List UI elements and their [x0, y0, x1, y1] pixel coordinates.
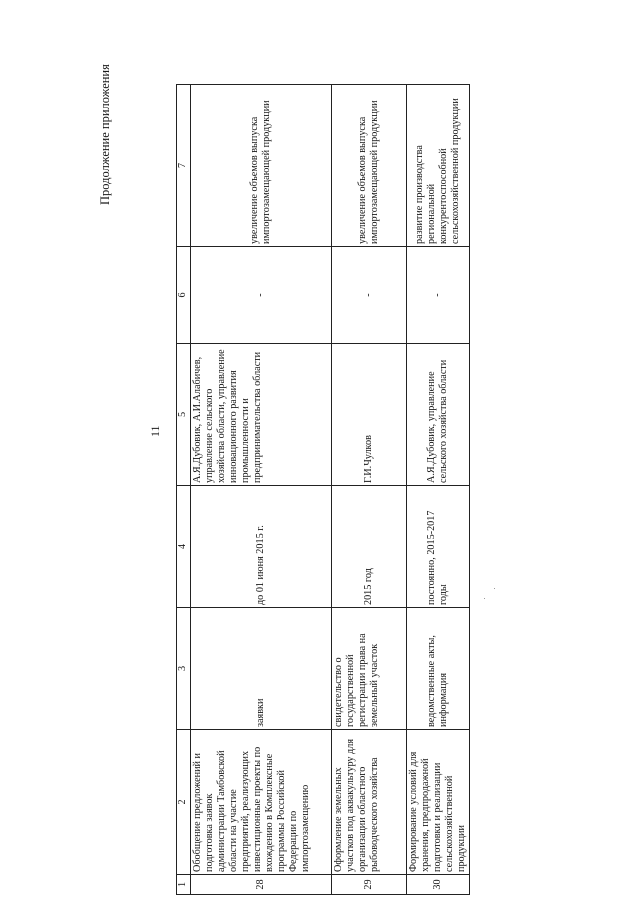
deadline-cell: постоянно, 2015-2017 годы: [407, 486, 470, 608]
table-row: [332, 85, 407, 895]
result-cell: ведомственные акты, информация: [407, 608, 470, 730]
column-number: 1: [177, 875, 191, 895]
column-number-row: [177, 85, 191, 895]
column-number: 6: [177, 247, 191, 344]
result-cell: заявки: [191, 608, 332, 730]
responsible-cell: Г.И.Чулков: [332, 344, 407, 486]
col6-cell: -: [332, 247, 407, 344]
column-number: 5: [177, 344, 191, 486]
deadline-cell: 2015 год: [332, 486, 407, 608]
effect-cell: развитие производства региональной конкурентоспособной сельскохозяйственной продукции: [407, 85, 470, 247]
page-number: 11: [148, 425, 162, 437]
measures-table: [176, 84, 470, 895]
col6-cell: -: [191, 247, 332, 344]
activity-cell: Оформление земельных участков под аквакультуру для организации областного рыбоводческого хозяйства: [332, 730, 407, 875]
column-number: 4: [177, 486, 191, 608]
responsible-cell: А.Я.Дубовик, управление сельского хозяйства области: [407, 344, 470, 486]
scan-speck: [484, 598, 485, 599]
column-number: 3: [177, 608, 191, 730]
effect-cell: увеличение объемов выпуска импортозамещающей продукции: [332, 85, 407, 247]
table-row: [407, 85, 470, 895]
table-row: [191, 85, 332, 895]
responsible-cell: А.Я.Дубовик, А.И.Алабичев, управление сельского хозяйства области, управление инновационного развития промышленности и предпринимательства области: [191, 344, 332, 486]
deadline-cell: до 01 июня 2015 г.: [191, 486, 332, 608]
effect-cell: увеличение объемов выпуска импортозамещающей продукции: [191, 85, 332, 247]
col6-cell: -: [407, 247, 470, 344]
row-number: 30: [407, 875, 470, 895]
result-cell: свидетельство о государственной регистрации права на земельный участок: [332, 608, 407, 730]
row-number: 29: [332, 875, 407, 895]
column-number: 2: [177, 730, 191, 875]
activity-cell: Формирование условий для хранения, предпродажной подготовки и реализации сельскохозяйственной продукции: [407, 730, 470, 875]
scan-speck: [494, 588, 495, 589]
row-number: 28: [191, 875, 332, 895]
continuation-title: Продолжение приложения: [98, 64, 112, 205]
column-number: 7: [177, 85, 191, 247]
rotated-landscape-sheet: [86, 64, 640, 895]
activity-cell: Обобщение предложений и подготовка заявок администрации Тамбовской области на участие предприятий, реализующих инвестиционные проекты по вхождению в Комплексные программы Российской Федерации по импортозамещению: [191, 730, 332, 875]
